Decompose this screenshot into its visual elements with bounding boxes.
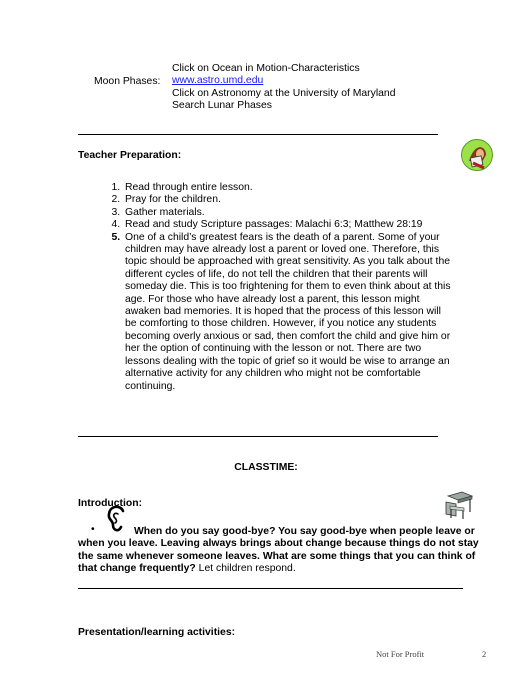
list-item: 3. Gather materials. (123, 207, 453, 219)
divider-1 (78, 134, 438, 135)
introduction-question: When do you say good-bye? You say good-bye when people leave or when you leave. Leaving always brings about change because things do not stay the same whenever someone leaves. What are some things that you can think of that change frequently? (78, 526, 479, 575)
ear-icon (104, 504, 130, 534)
divider-2 (78, 436, 438, 437)
introduction-response: Let children respond. (195, 563, 296, 575)
divider-3 (78, 588, 463, 589)
presentation-heading: Presentation/learning activities: (78, 627, 236, 638)
page-number: 2 (482, 649, 487, 659)
teacher-prep-list (110, 182, 453, 393)
teacher-prep-heading: Teacher Preparation: (78, 150, 182, 161)
resource-lines (172, 63, 472, 113)
list-item: 4. Read and study Scripture passages: Malachi 6:3; Matthew 28:19 (123, 219, 453, 231)
bullet: • (91, 524, 95, 535)
resource-line-lunar: Search Lunar Phases (172, 100, 272, 112)
teacher-reading-icon (460, 138, 494, 172)
introduction-heading: Introduction: (78, 498, 143, 509)
list-item: 2. Pray for the children. (123, 194, 453, 206)
introduction-paragraph (78, 508, 486, 576)
astro-umd-link[interactable]: www.astro.umd.edu (172, 75, 264, 87)
moon-phases-label: Moon Phases: (94, 76, 161, 87)
resource-line-ocean: Click on Ocean in Motion-Characteristics (172, 63, 360, 74)
list-item: 5. One of a child’s greatest fears is the death of a parent. Some of your children may have already lost a parent or loved one. Therefore, this topic should be approached with great sensitivity. As you talk about the different cycles of life, do not tell the children that their parents will someday die. This is too frightening for them to even think about at this age. For those who have already lost a parent, this lesson might awaken bad memories. It is hoped that the process of this lesson will be comforting to those children. However, if you notice any students becoming overly anxious or sad, then comfort the child and give him or her the option of continuing with the lesson or not. There are two lessons dealing with the topic of grief so it would be wise to arrange an alternative activity for any children who might not be comfortable continuing. (123, 232, 453, 393)
footer-not-for-profit: Not For Profit (376, 649, 425, 659)
resource-line-astronomy: Click on Astronomy at the University of Maryland (172, 87, 396, 99)
list-item: 1. Read through entire lesson. (123, 182, 453, 194)
classtime-heading: CLASSTIME: (234, 462, 298, 473)
